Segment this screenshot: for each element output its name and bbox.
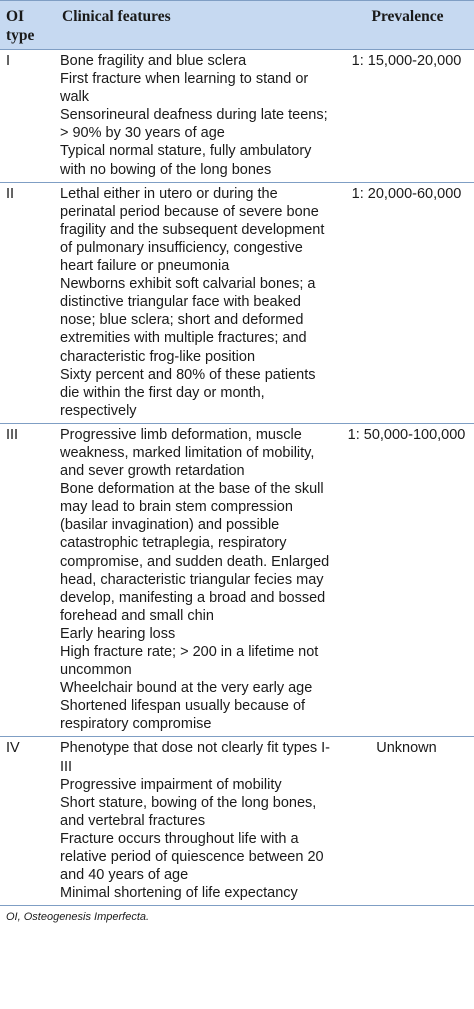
cell-prevalence: 1: 15,000-20,000 xyxy=(339,50,474,183)
cell-clinical-features xyxy=(56,50,339,183)
feature-line: Progressive limb deformation, muscle weakness, marked limitation of mobility, and sever growth retardation xyxy=(60,426,315,480)
cell-oi-type: III xyxy=(0,423,56,737)
table-header xyxy=(0,1,474,50)
cell-clinical-features xyxy=(56,423,339,737)
feature-line: Early hearing loss xyxy=(60,625,176,642)
feature-line: Bone deformation at the base of the skull may lead to brain stem compression (basilar invagination) and possible catastrophic tetraplegia, respiratory compromise, and sudden death. Enlarged head, characteristic triangular fecies may develop, manifesting a broad and bossed forehead and small chin xyxy=(60,481,330,624)
cell-oi-type: II xyxy=(0,182,56,423)
table-row xyxy=(0,50,474,183)
cell-prevalence: Unknown xyxy=(339,737,474,906)
feature-line: Newborns exhibit soft calvarial bones; a distinctive triangular face with beaked nose; blue sclera; short and deformed extremities with multiple fractures; and characteristic frog-like position xyxy=(60,276,316,365)
cell-prevalence: 1: 50,000-100,000 xyxy=(339,423,474,737)
table-body xyxy=(0,50,474,906)
header-oi-type: OI type xyxy=(0,1,56,50)
table-row xyxy=(0,182,474,423)
table-row xyxy=(0,423,474,737)
feature-line: Minimal shortening of life expectancy xyxy=(60,885,298,902)
feature-line: Bone fragility and blue sclera xyxy=(60,53,247,69)
header-clinical-features: Clinical features xyxy=(56,1,339,50)
feature-line: Typical normal stature, fully ambulatory with no bowing of the long bones xyxy=(60,143,312,178)
feature-line: Sensorineural deafness during late teens; > 90% by 30 years of age xyxy=(60,107,328,142)
table-row xyxy=(0,737,474,906)
cell-prevalence: 1: 20,000-60,000 xyxy=(339,182,474,423)
feature-line: Phenotype that dose not clearly fit types I-III xyxy=(60,740,331,775)
feature-line: Fracture occurs throughout life with a relative period of quiescence between 20 and 40 years of age xyxy=(60,830,324,884)
table-footnote: OI, Osteogenesis Imperfecta. xyxy=(6,911,150,924)
feature-line: First fracture when learning to stand or walk xyxy=(60,71,309,106)
cell-clinical-features xyxy=(56,182,339,423)
feature-line: High fracture rate; > 200 in a lifetime not uncommon xyxy=(60,644,319,679)
feature-line: Short stature, bowing of the long bones, and vertebral fractures xyxy=(60,794,317,829)
cell-oi-type: I xyxy=(0,50,56,183)
cell-clinical-features xyxy=(56,737,339,906)
feature-line: Progressive impairment of mobility xyxy=(60,776,282,793)
cell-oi-type: IV xyxy=(0,737,56,906)
feature-line: Sixty percent and 80% of these patients die within the first day or month, respectively xyxy=(60,366,316,419)
header-prevalence: Prevalence xyxy=(339,1,474,50)
feature-line: Shortened lifespan usually because of respiratory compromise xyxy=(60,698,306,733)
header-row xyxy=(0,1,474,50)
feature-line: Lethal either in utero or during the perinatal period because of severe bone fragility and the subsequent development of pulmonary insufficiency, congestive heart failure or pneumonia xyxy=(60,185,325,275)
feature-line: Wheelchair bound at the very early age xyxy=(60,680,313,697)
